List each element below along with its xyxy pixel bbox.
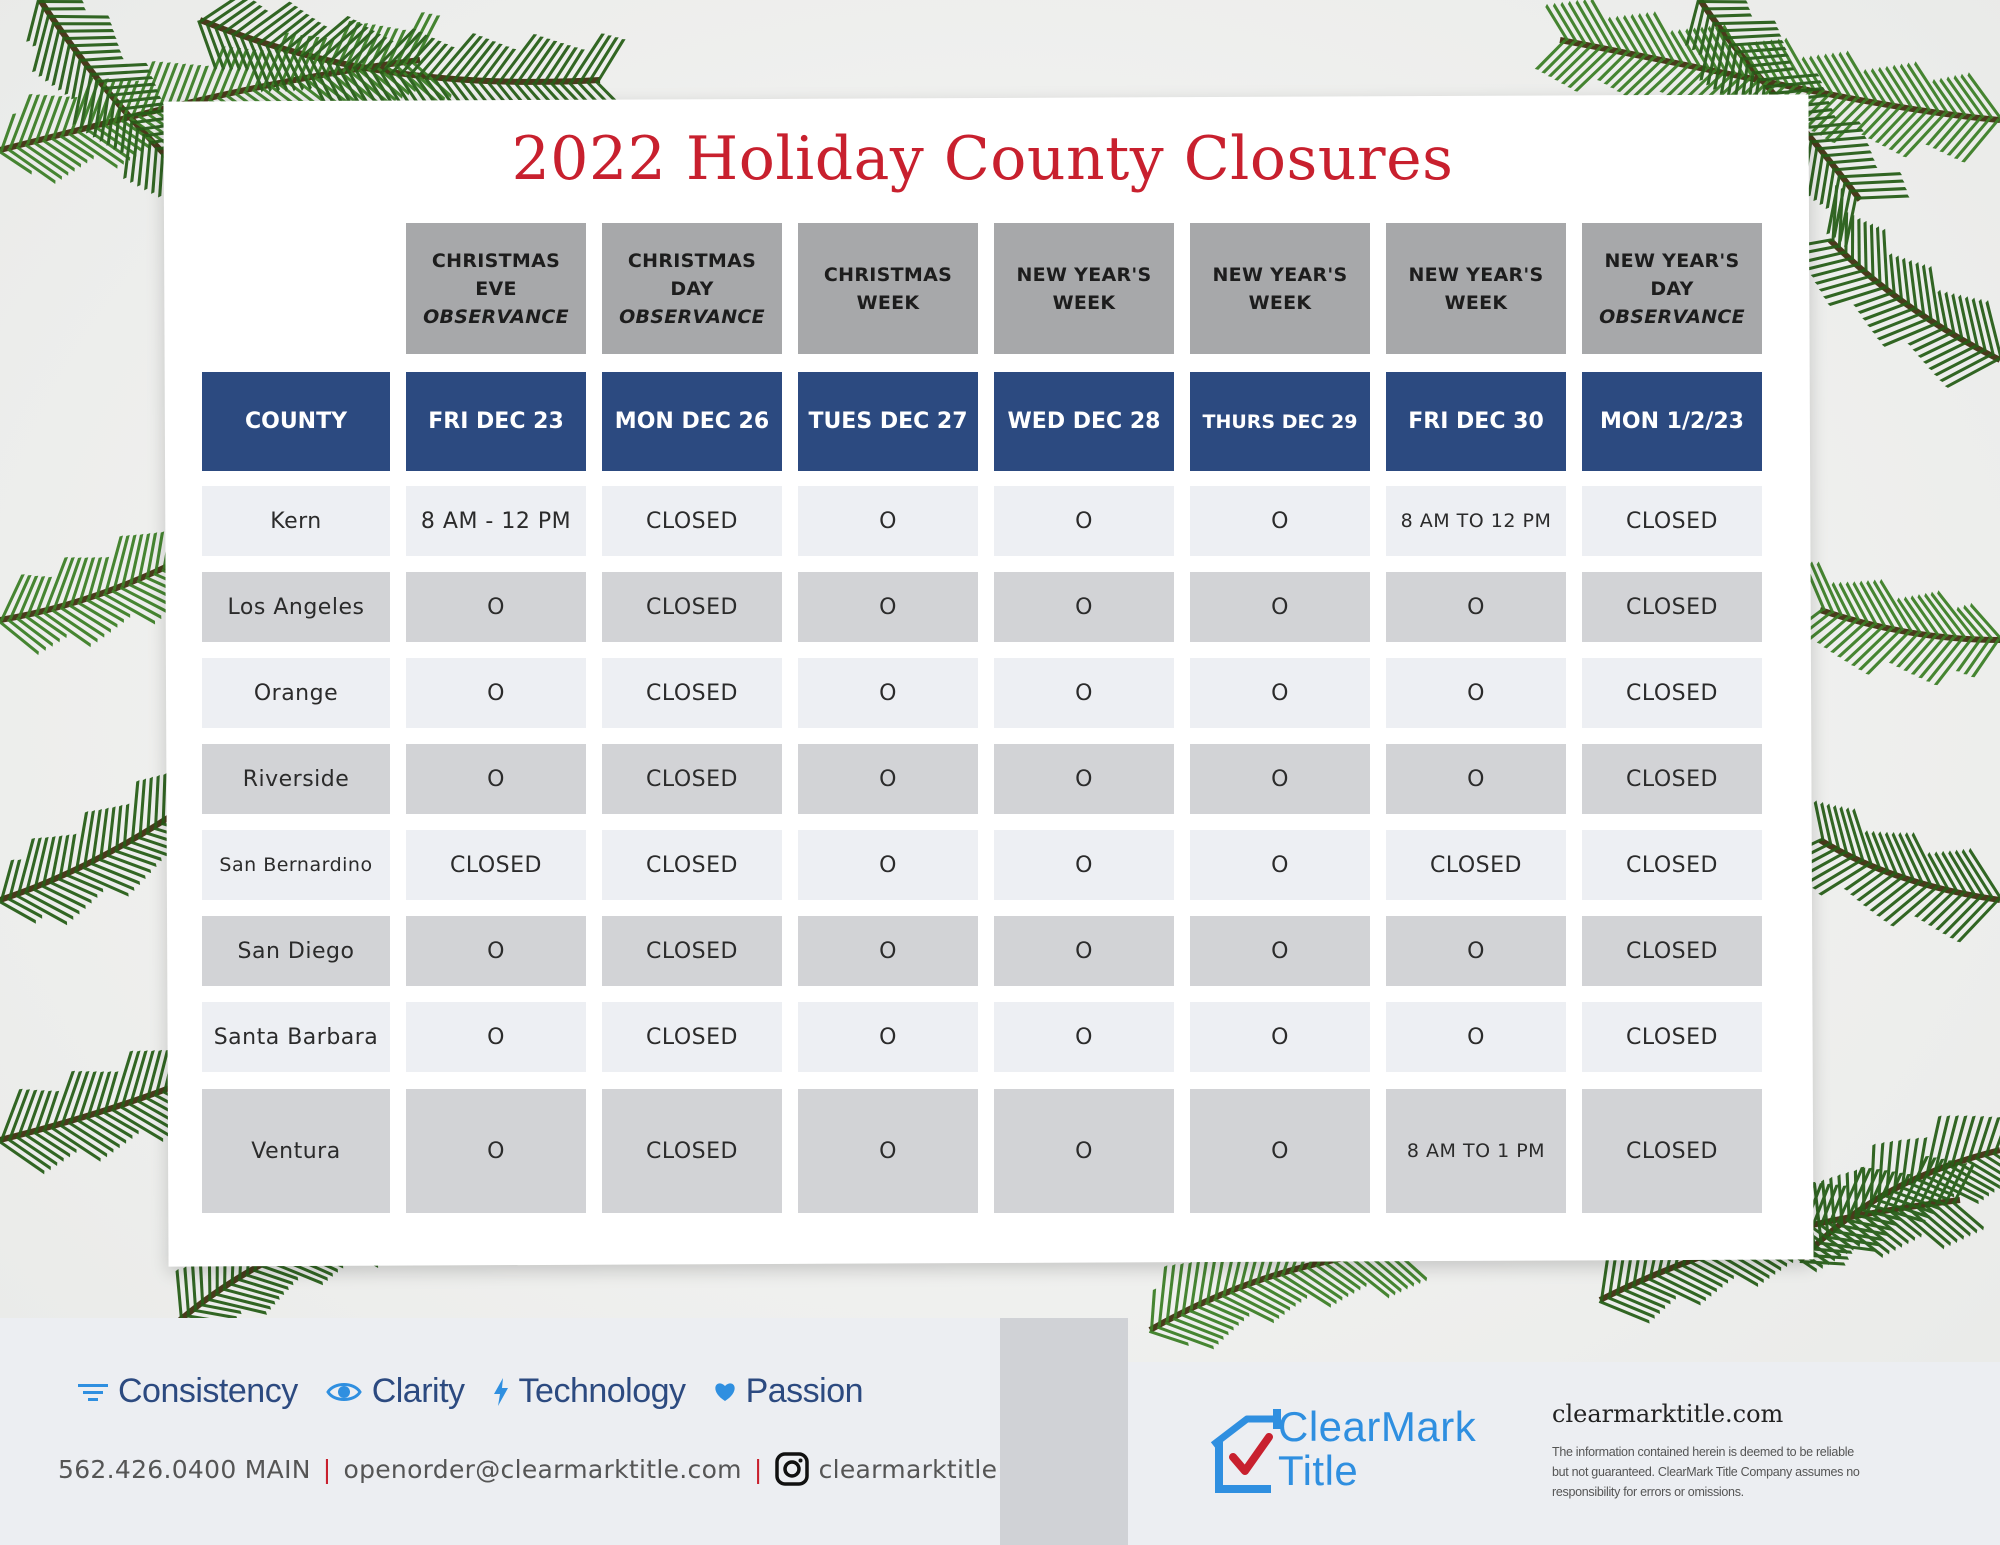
status-cell: O — [994, 572, 1174, 642]
holiday-line: WEEK — [1444, 291, 1508, 314]
status-cell: CLOSED — [602, 830, 782, 900]
holiday-line: NEW YEAR'S — [1604, 249, 1740, 272]
holiday-observance: OBSERVANCE — [423, 305, 569, 328]
holiday-line: WEEK — [1052, 291, 1116, 314]
status-cell: O — [406, 1002, 586, 1072]
holiday-line: CHRISTMAS — [431, 249, 561, 272]
status-cell: O — [1386, 744, 1566, 814]
value-label: Clarity — [371, 1372, 465, 1410]
value-passion — [714, 1372, 863, 1411]
value-clarity — [326, 1372, 465, 1411]
county-column-header: COUNTY — [202, 372, 390, 471]
county-name-cell: Kern — [202, 486, 390, 556]
holiday-header — [798, 223, 978, 354]
status-cell: CLOSED — [1582, 658, 1762, 728]
holiday-header — [1386, 223, 1566, 354]
contact-line — [58, 1452, 997, 1486]
date-column-header: FRI DEC 23 — [406, 372, 586, 471]
status-cell: O — [1386, 658, 1566, 728]
status-cell: O — [1386, 1002, 1566, 1072]
holiday-line: DAY — [1650, 277, 1694, 300]
status-cell: O — [798, 830, 978, 900]
instagram-handle: clearmarktitle — [818, 1454, 998, 1484]
date-column-header: TUES DEC 27 — [798, 372, 978, 471]
instagram-icon — [775, 1452, 809, 1486]
status-cell: O — [798, 486, 978, 556]
status-cell: CLOSED — [1582, 1002, 1762, 1072]
heart-icon — [714, 1382, 736, 1402]
status-cell: CLOSED — [602, 1002, 782, 1072]
status-cell: O — [798, 572, 978, 642]
website-link[interactable]: clearmarktitle.com — [1552, 1400, 1784, 1428]
eye-icon — [326, 1380, 362, 1404]
county-name-cell: San Bernardino — [202, 830, 390, 900]
holiday-line: WEEK — [856, 291, 920, 314]
footer-left-panel — [0, 1318, 1000, 1545]
value-technology — [493, 1372, 686, 1411]
status-cell: O — [406, 572, 586, 642]
status-cell: 8 AM TO 1 PM — [1386, 1089, 1566, 1213]
status-cell: CLOSED — [602, 486, 782, 556]
footer-divider-panel — [1000, 1318, 1128, 1545]
holiday-observance: OBSERVANCE — [619, 305, 765, 328]
disclaimer-text: The information contained herein is deemed to be reliable but not guaranteed. ClearMark Title Company assumes no responsibility for errors or omissions. — [1552, 1445, 1860, 1499]
status-cell: 8 AM TO 12 PM — [1386, 486, 1566, 556]
instagram-link[interactable] — [775, 1452, 998, 1486]
holiday-header — [1582, 223, 1762, 354]
date-column-header: MON DEC 26 — [602, 372, 782, 471]
separator: | — [753, 1454, 763, 1484]
logo-line-1: ClearMark — [1278, 1403, 1477, 1450]
status-cell: CLOSED — [1582, 572, 1762, 642]
status-cell: O — [406, 744, 586, 814]
status-cell: O — [406, 1089, 586, 1213]
status-cell: O — [1190, 916, 1370, 986]
county-name-cell: Orange — [202, 658, 390, 728]
date-column-header: FRI DEC 30 — [1386, 372, 1566, 471]
logo-wordmark — [1278, 1405, 1476, 1493]
value-consistency — [78, 1372, 298, 1411]
value-label: Consistency — [118, 1372, 298, 1410]
status-cell: CLOSED — [602, 1089, 782, 1213]
status-cell: O — [1190, 1089, 1370, 1213]
status-cell: CLOSED — [1582, 744, 1762, 814]
status-cell: O — [798, 744, 978, 814]
status-cell: CLOSED — [602, 744, 782, 814]
holiday-header — [1190, 223, 1370, 354]
status-cell: O — [798, 658, 978, 728]
status-cell: O — [798, 1089, 978, 1213]
status-cell: CLOSED — [406, 830, 586, 900]
status-cell: O — [994, 1002, 1174, 1072]
status-cell: O — [1190, 572, 1370, 642]
status-cell: O — [994, 486, 1174, 556]
holiday-line: EVE — [475, 277, 517, 300]
holiday-observance: OBSERVANCE — [1599, 305, 1745, 328]
status-cell: O — [798, 916, 978, 986]
status-cell: O — [1190, 1002, 1370, 1072]
value-label: Technology — [518, 1372, 686, 1410]
company-values — [78, 1372, 891, 1411]
status-cell: O — [1190, 744, 1370, 814]
status-cell: O — [1386, 916, 1566, 986]
holiday-line: CHRISTMAS — [627, 249, 757, 272]
status-cell: O — [406, 916, 586, 986]
date-column-header: WED DEC 28 — [994, 372, 1174, 471]
status-cell: O — [994, 658, 1174, 728]
status-cell: O — [994, 830, 1174, 900]
phone-number: 562.426.0400 MAIN — [58, 1454, 311, 1484]
holiday-line: DAY — [670, 277, 714, 300]
status-cell: CLOSED — [602, 916, 782, 986]
status-cell: CLOSED — [602, 658, 782, 728]
county-name-cell: San Diego — [202, 916, 390, 986]
status-cell: CLOSED — [602, 572, 782, 642]
county-name-cell: Ventura — [202, 1089, 390, 1213]
status-cell: O — [1386, 572, 1566, 642]
email-link[interactable]: openorder@clearmarktitle.com — [343, 1454, 742, 1484]
status-cell: O — [798, 1002, 978, 1072]
county-name-cell: Santa Barbara — [202, 1002, 390, 1072]
county-name-cell: Los Angeles — [202, 572, 390, 642]
separator: | — [322, 1454, 332, 1484]
status-cell: O — [1190, 486, 1370, 556]
lines-icon — [78, 1381, 108, 1403]
date-column-header: MON 1/2/23 — [1582, 372, 1762, 471]
status-cell: CLOSED — [1582, 830, 1762, 900]
status-cell: CLOSED — [1582, 1089, 1762, 1213]
holiday-line: NEW YEAR'S — [1016, 263, 1152, 286]
status-cell: CLOSED — [1582, 486, 1762, 556]
holiday-line: NEW YEAR'S — [1212, 263, 1348, 286]
status-cell: O — [994, 1089, 1174, 1213]
holiday-header — [994, 223, 1174, 354]
status-cell: O — [994, 916, 1174, 986]
status-cell: O — [406, 658, 586, 728]
logo-line-2: Title — [1278, 1447, 1359, 1494]
date-column-header: THURS DEC 29 — [1190, 372, 1370, 471]
holiday-header — [602, 223, 782, 354]
page-title: 2022 Holiday County Closures — [511, 124, 1454, 194]
status-cell: 8 AM - 12 PM — [406, 486, 586, 556]
holiday-line: NEW YEAR'S — [1408, 263, 1544, 286]
status-cell: CLOSED — [1582, 916, 1762, 986]
value-label: Passion — [745, 1372, 864, 1410]
holiday-line: WEEK — [1248, 291, 1312, 314]
bolt-icon — [493, 1378, 509, 1406]
status-cell: O — [1190, 830, 1370, 900]
status-cell: CLOSED — [1386, 830, 1566, 900]
status-cell: O — [1190, 658, 1370, 728]
holiday-line: CHRISTMAS — [823, 263, 953, 286]
holiday-header — [406, 223, 586, 354]
county-name-cell: Riverside — [202, 744, 390, 814]
status-cell: O — [994, 744, 1174, 814]
